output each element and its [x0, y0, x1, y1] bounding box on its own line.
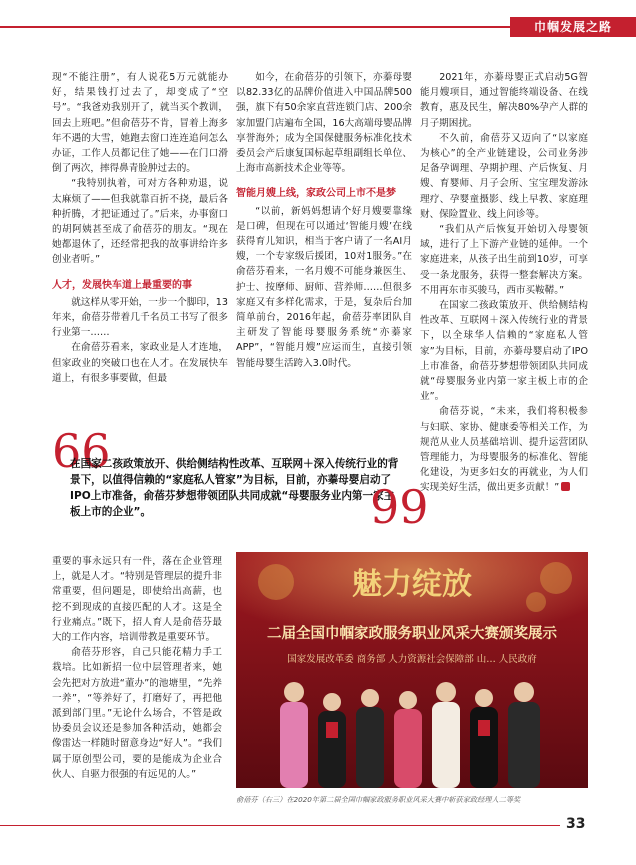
section-subheading: 人才，发展快车道上最重要的事: [52, 279, 192, 291]
paragraph: 在国家二孩政策放开、供给侧结构性改革、互联网＋深入传统行业的背景下，以全球华人信赖的“家庭私人管家”为目标，目前，亦蓁母婴启动了IPO上市准备，俞蓓芬梦想带领团队共同成就“母婴服务业内第一家主板上市的企业”。: [420, 300, 588, 403]
article-column-1: [52, 70, 228, 386]
paragraph: 在俞蓓芬看来，家政业是人才连地，但家政业的突破口也在人才。在发展快车道上，有很多事要做，但最: [52, 342, 228, 384]
footer-rule: [0, 825, 560, 826]
end-mark-icon: [561, 482, 570, 491]
paragraph: 现“不能注册”，有人说花5万元就能办好，结果钱打过去了，却变成了“空号”。“我爸劝我别开了，就当买个教训，回去上班吧。”但俞蓓芬不肯，冒着上海多年不遇的大雪，她跑去窗口连连追问怎么办证，工作人员都记住了她——在门口滑倒了两次，摔得鼻青脸肿过去的。: [52, 72, 228, 175]
banner-line: 二届全国巾帼家政服务职业风采大赛颁奖展示: [267, 626, 557, 642]
section-title: 巾帼发展之路: [510, 17, 636, 37]
paragraph: “以前，新妈妈想请个好月嫂要靠缘是口碑，但现在可以通过‘智能月嫂’在线获得育儿知识，相当于客户请了一名AI月嫂，一个专家级后援团，10对1服务。”在俞蓓芬看来，一名月嫂不可能身兼医生、护士、按摩师、厨师、营养师……但很多家庭又有多样化需求，于是，复杂后台加简单前台，2016年起，俞蓓芬率团队自主研发了智能母婴服务系统“亦蓁家APP”，“智能月嫂”应运而生，直接引领智能母婴生活跨入3.0时代。: [236, 205, 412, 369]
paragraph: 2021年，亦蓁母婴正式启动5G智能月嫂项目，通过智能终端设备、在线教育，惠及民生，解决80%孕产人群的月子期困扰。: [420, 72, 588, 129]
paragraph-text: 俞蓓芬说，“未来，我们将积极参与妇联、家协、健康委等相关工作，为规范从业人员基础培训、提升运营团队管理能力，为母婴服务的标准化、智能化建设，为更多妇女的再就业，为人们实现美好生活，做出更多贡献！”: [420, 406, 588, 494]
paragraph: 不久前，俞蓓芬又迈向了“以家庭为核心”的全产业链建设，公司业务涉足备孕调理、孕期护理、产后恢复、月嫂、育婴师、月子会所、宝宝理发游泳理疗、孕婴童摄影、线上早教、家庭理财、保险置业、线上问诊等。: [420, 132, 588, 220]
article-column-2: [236, 70, 412, 371]
award-photo: [236, 552, 588, 788]
award-photo-illustration: [236, 552, 588, 788]
paragraph: “我特别执着，可对方各种劝退，说太麻烦了——但我就靠百折不挠，最后各种折腾，才把证通过了。”后来，办事窗口的胡阿姨甚至成了俞蓓芬的朋友。“现在她都退休了，还经常把我的故事讲给许多创业者听。”: [52, 178, 228, 266]
banner-title: 魅力绽放: [352, 567, 472, 602]
open-quote-mark: 66: [52, 424, 111, 478]
pull-quote-text: 在国家二孩政策放开、供给侧结构性改革、互联网＋深入传统行业的背景下，以值得信赖的“家庭私人管家”为目标，目前，亦蓁母婴启动了IPO上市准备，俞蓓芬梦想带领团队共同成就“母婴服务业内第一家主板上市的企业”。: [70, 458, 399, 518]
section-subheading: 智能月嫂上线，家政公司上市不是梦: [236, 188, 396, 200]
article-column-4: [52, 554, 222, 782]
photo-caption: 俞蓓芬（右三）在2020年第二届全国巾帼家政服务职业风采大赛中斩获家政经理人二等奖: [236, 795, 521, 804]
page-number: 33: [566, 816, 586, 832]
page-header: [0, 0, 636, 44]
pull-quote: [52, 424, 429, 534]
paragraph: 俞蓓芬形容，自己只能花精力手工栽培。比如新招一位中层管理者来，她会先把对方放进“董办”的池塘里，“先养一养”，“等养好了，打磨好了，再把他派到部门里。”无论什么场合，不管是政协委员会议还是参加各种活动，她都会像雷达一样随时留意身边“好人”。“我们属于原创型公司，要的是能成为企业合伙人、自驱力很强的有远见的人。”: [52, 647, 222, 780]
sponsor-line: 国家发展改革委 商务部 人力资源社会保障部 山… 人民政府: [287, 654, 537, 665]
header-rule: [0, 26, 510, 28]
article-column-3: [420, 70, 588, 496]
paragraph: “我们从产后恢复开始切入母婴领域，进行了上下游产业链的延伸。一个家庭进来，从孩子出生前到10岁，可享受一条龙服务，获得一整套解决方案。不用再东市买骏马，西市买鞍鞯。”: [420, 224, 588, 296]
paragraph: 重要的事永远只有一件，落在企业管理上，就是人才。“特别是管理层的提升非常重要，但问题是，即使给出高薪，也挖不到现成的直接匹配的人才。这是全行业痛点。”既下，招人育人是俞蓓芬最大的工作内容，培训带教是重要环节。: [52, 556, 222, 644]
close-quote-mark: 99: [370, 480, 429, 534]
paragraph: [420, 404, 588, 495]
paragraph: 就这样从零开始，一步一个脚印，13年来，俞蓓芬带着几千名员工书写了很多行业第一……: [52, 296, 228, 339]
paragraph: 如今，在俞蓓芬的引领下，亦蓁母婴以82.33亿的品牌价值进入中国品牌500强，旗下有50余家直营连锁门店、200余家加盟门店遍布全国，16大高端母婴品牌享誉海外；成为全国保健服务标准化技术委员会产后康复国标起草组副组长单位、上海市高新技术企业等等。: [236, 72, 412, 175]
